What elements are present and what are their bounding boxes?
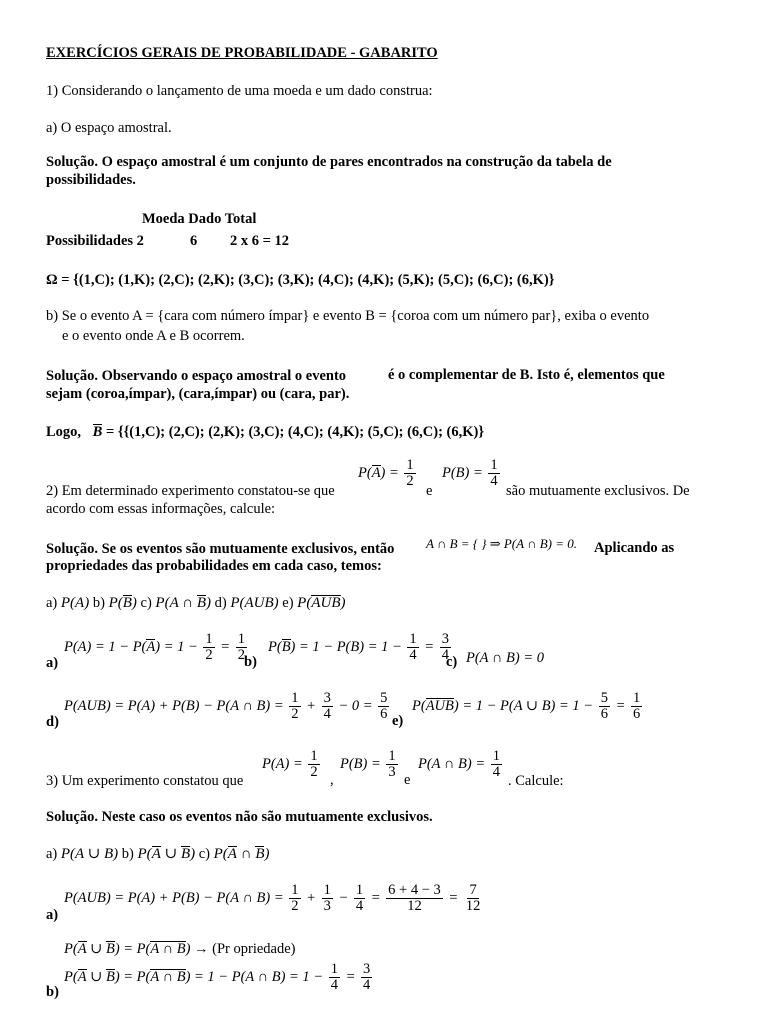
b-complement-symbol: B [92, 424, 103, 440]
sample-space: Ω = {(1,C); (1,K); (2,C); (2,K); (3,C); (3,K); (4,C); (4,K); (5,K); (5,C); (6,C); (6,K)} [46, 272, 555, 288]
q1-solution-b-line1a: Solução. Observando o espaço amostral o evento [46, 368, 347, 384]
q1-item-a: a) O espaço amostral. [46, 120, 172, 136]
q2-answer-b: P(B) = 1 − P(B) = 1 − $\frac{1}{4}$ = $\frac{3}{4}$ [268, 631, 449, 663]
q2-answer-a: P(A) = 1 − P(A) = 1 − $\frac{1}{2}$ = $\frac{1}{2}$ [64, 631, 245, 663]
logo-line [46, 423, 484, 441]
q3-solution: Solução. Neste caso os eventos não são mutuamente exclusivos. [46, 809, 433, 825]
q2-label-a: a) [46, 655, 59, 671]
page-title: EXERCÍCIOS GERAIS DE PROBABILIDADE - GABARITO [46, 45, 438, 61]
q3-given-pa: P(A) = $\frac{1}{2}$ [262, 748, 318, 780]
q1-item-b-line2: e o evento onde A e B ocorrem. [62, 328, 245, 344]
q2-solution-line2: propriedades das probabilidades em cada caso, temos: [46, 558, 382, 574]
q1-prompt: 1) Considerando o lançamento de uma moeda e um dado construa: [46, 83, 433, 99]
logo-set: = {{(1,C); (2,C); (2,K); (3,C); (4,C); (4,K); (5,C); (6,C); (6,K)} [105, 424, 485, 440]
q2-given-pb: P(B) = $\frac{1}{4}$ [442, 457, 498, 489]
logo-label: Logo, [46, 424, 82, 440]
q2-solution-line1: Solução. Se os eventos são mutuamente exclusivos, então [46, 541, 395, 557]
q3-e: e [404, 772, 411, 788]
q2-answer-e: P(AUB) = 1 − P(A ∪ B) = 1 − $\frac{5}{6}$ = $\frac{1}{6}$ [412, 690, 641, 722]
q1-solution-b-line2: sejam (coroa,ímpar), (cara,ímpar) ou (cara, par). [46, 386, 350, 402]
q2-label-b: b) [244, 654, 257, 670]
q2-answer-d: P(AUB) = P(A) + P(B) − P(A ∩ B) = $\frac{1}{2}$ + $\frac{3}{4}$ − 0 = $\frac{5}{6}$ [64, 690, 388, 722]
q2-label-d: d) [46, 714, 59, 730]
q1-solution-b-line1b: é o complementar de B. Isto é, elementos que [388, 367, 665, 383]
q3-property: P(A ∪ B) = P(A ∩ B) → (Pr opriedade) [64, 941, 296, 957]
q2-given-pa: P(A) = $\frac{1}{2}$ [358, 457, 414, 489]
q1-solution-a-line2: possibilidades. [46, 172, 136, 188]
q3-line1: 3) Um experimento constatou que [46, 773, 244, 789]
table-row-total: 2 x 6 = 12 [230, 233, 290, 249]
q2-label-c: c) [446, 654, 458, 670]
q2-exclusive-formula: A ∩ B = { } ⇒ P(A ∩ B) = 0. [426, 536, 578, 551]
table-row-dado: 6 [190, 233, 198, 249]
q2-label-e: e) [392, 713, 404, 729]
q3-items: a) P(A ∪ B) b) P(A ∪ B) c) P(A ∩ B) [46, 846, 270, 862]
q2-line1-end: são mutuamente exclusivos. De [506, 483, 690, 499]
q3-label-b: b) [46, 984, 59, 1000]
q2-line1: 2) Em determinado experimento constatou-se que [46, 483, 335, 499]
q2-items: a) P(A) b) P(B) c) P(A ∩ B) d) P(AUB) e) P(AUB) [46, 595, 346, 611]
q3-line1-end: . Calcule: [508, 773, 564, 789]
table-header: Moeda Dado Total [142, 211, 257, 227]
q2-line2: acordo com essas informações, calcule: [46, 501, 276, 517]
q2-solution-line1-end: Aplicando as [594, 540, 675, 556]
q3-given-pab: P(A ∩ B) = $\frac{1}{4}$ [418, 748, 500, 780]
q3-answer-b: P(A ∪ B) = P(A ∩ B) = 1 − P(A ∩ B) = 1 − $\frac{1}{4}$ = $\frac{3}{4}$ [64, 961, 371, 993]
table-row-label: Possibilidades 2 [46, 233, 144, 249]
q2-answer-c: P(A ∩ B) = 0 [466, 650, 544, 666]
q3-given-pb: P(B) = $\frac{1}{3}$ [340, 748, 396, 780]
q3-comma: , [330, 772, 334, 788]
q1-item-b-line1: b) Se o evento A = {cara com número ímpar} e evento B = {coroa com um número par}, exiba o evento [46, 308, 650, 324]
q2-line1-e: e [426, 483, 433, 499]
q3-label-a: a) [46, 907, 59, 923]
q1-solution-a-line1: Solução. O espaço amostral é um conjunto de pares encontrados na construção da tabela de [46, 154, 612, 170]
q3-answer-a: P(AUB) = P(A) + P(B) − P(A ∩ B) = $\frac{1}{2}$ + $\frac{1}{3}$ − $\frac{1}{4}$ = $\frac{6 + 4 - 3}{12}$ = $\frac{7}{12}$ [64, 882, 481, 914]
